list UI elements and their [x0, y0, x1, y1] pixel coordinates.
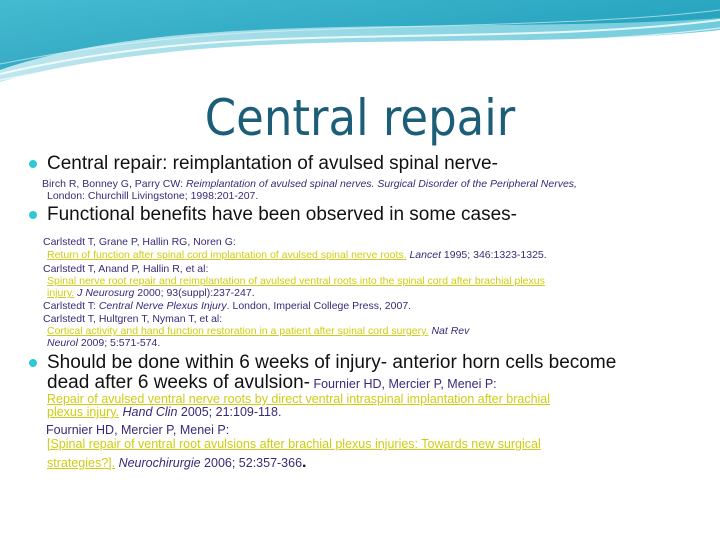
- bullet-dot: [29, 359, 37, 367]
- bullet-dot: [29, 160, 37, 168]
- reference-link-line: [47, 437, 541, 452]
- reference-carlstedt-book: [43, 300, 411, 312]
- bullet-line: [47, 373, 712, 393]
- ref-journal: Neurol: [47, 337, 78, 349]
- ref-tail: 2000; 93(suppl):237-247.: [134, 287, 255, 299]
- ref-journal: J Neurosurg: [77, 287, 135, 299]
- reference-link[interactable]: plexus injury.: [47, 405, 120, 419]
- reference-link[interactable]: Spinal nerve root repair and reimplantation of avulsed ventral roots into the spinal cord after brachial plexus: [47, 275, 545, 287]
- bullet-line-text: dead after 6 weeks of avulsion-: [47, 372, 310, 393]
- ref-tail: 2009; 5:571-574.: [77, 337, 161, 349]
- bullet-timing: [47, 353, 712, 393]
- reference-authors: Carlstedt T, Hultgren T, Nyman T, et al:: [43, 313, 223, 325]
- reference-link[interactable]: strategies?].: [47, 456, 116, 470]
- ref-journal: Nat Rev: [431, 325, 470, 337]
- ref-authors: Carlstedt T:: [43, 300, 99, 312]
- reference-authors: Fournier HD, Mercier P, Menei P:: [46, 423, 230, 437]
- bullet-functional-benefits: Functional benefits have been observed in some cases-: [47, 204, 517, 225]
- ref-journal: Hand Clin: [122, 405, 178, 419]
- reference-birch: [42, 178, 577, 190]
- ref-end-period: .: [302, 454, 307, 471]
- header-wave-decoration: [0, 0, 720, 90]
- reference-citation: [47, 405, 281, 420]
- reference-link[interactable]: Repair of avulsed ventral nerve roots by direct ventral intraspinal implantation after brachial: [47, 392, 551, 406]
- reference-citation: [47, 325, 469, 337]
- ref-tail: 2005; 21:109-118.: [177, 405, 282, 419]
- ref-journal: Lancet: [409, 249, 441, 261]
- ref-title: Central Nerve Plexus Injury: [98, 300, 227, 312]
- ref-tail: 2006; 52:357-366: [200, 456, 303, 470]
- reference-link[interactable]: [Spinal repair of ventral root avulsions after brachial plexus injuries: Towards new surgical: [47, 437, 541, 451]
- reference-link[interactable]: Return of function after spinal cord implantation of avulsed spinal nerve roots.: [47, 249, 407, 261]
- reference-link-line: [47, 275, 545, 287]
- ref-tail: . London, Imperial College Press, 2007.: [226, 300, 412, 312]
- reference-link[interactable]: Cortical activity and hand function restoration in a patient after spinal cord surgery.: [47, 325, 429, 337]
- bullet-dot: [29, 211, 37, 219]
- reference-birch-line2: London: Churchill Livingstone; 1998:201-207.: [47, 190, 259, 202]
- reference-citation: [47, 455, 307, 471]
- reference-citation: [47, 249, 547, 261]
- reference-authors: Carlstedt T, Anand P, Hallin R, et al:: [43, 263, 209, 275]
- reference-citation-line2: [47, 337, 160, 349]
- ref-authors: Birch R, Bonney G, Parry CW:: [42, 178, 186, 190]
- ref-authors: Fournier HD, Mercier P, Menei P:: [310, 377, 497, 391]
- bullet-line: Should be done within 6 weeks of injury- anterior horn cells become: [47, 352, 617, 373]
- reference-authors: Carlstedt T, Grane P, Hallin RG, Noren G:: [43, 236, 236, 248]
- ref-title: Reimplantation of avulsed spinal nerves. Surgical Disorder of the Peripheral Nerves,: [185, 178, 577, 190]
- bullet-central-repair: Central repair: reimplantation of avulsed spinal nerve-: [47, 153, 498, 174]
- reference-link[interactable]: injury.: [47, 287, 75, 299]
- slide-title: Central repair: [204, 89, 516, 147]
- ref-journal: Neurochirurgie: [118, 456, 201, 470]
- ref-tail: 1995; 346:1323-1325.: [441, 249, 547, 261]
- reference-citation: [47, 287, 255, 299]
